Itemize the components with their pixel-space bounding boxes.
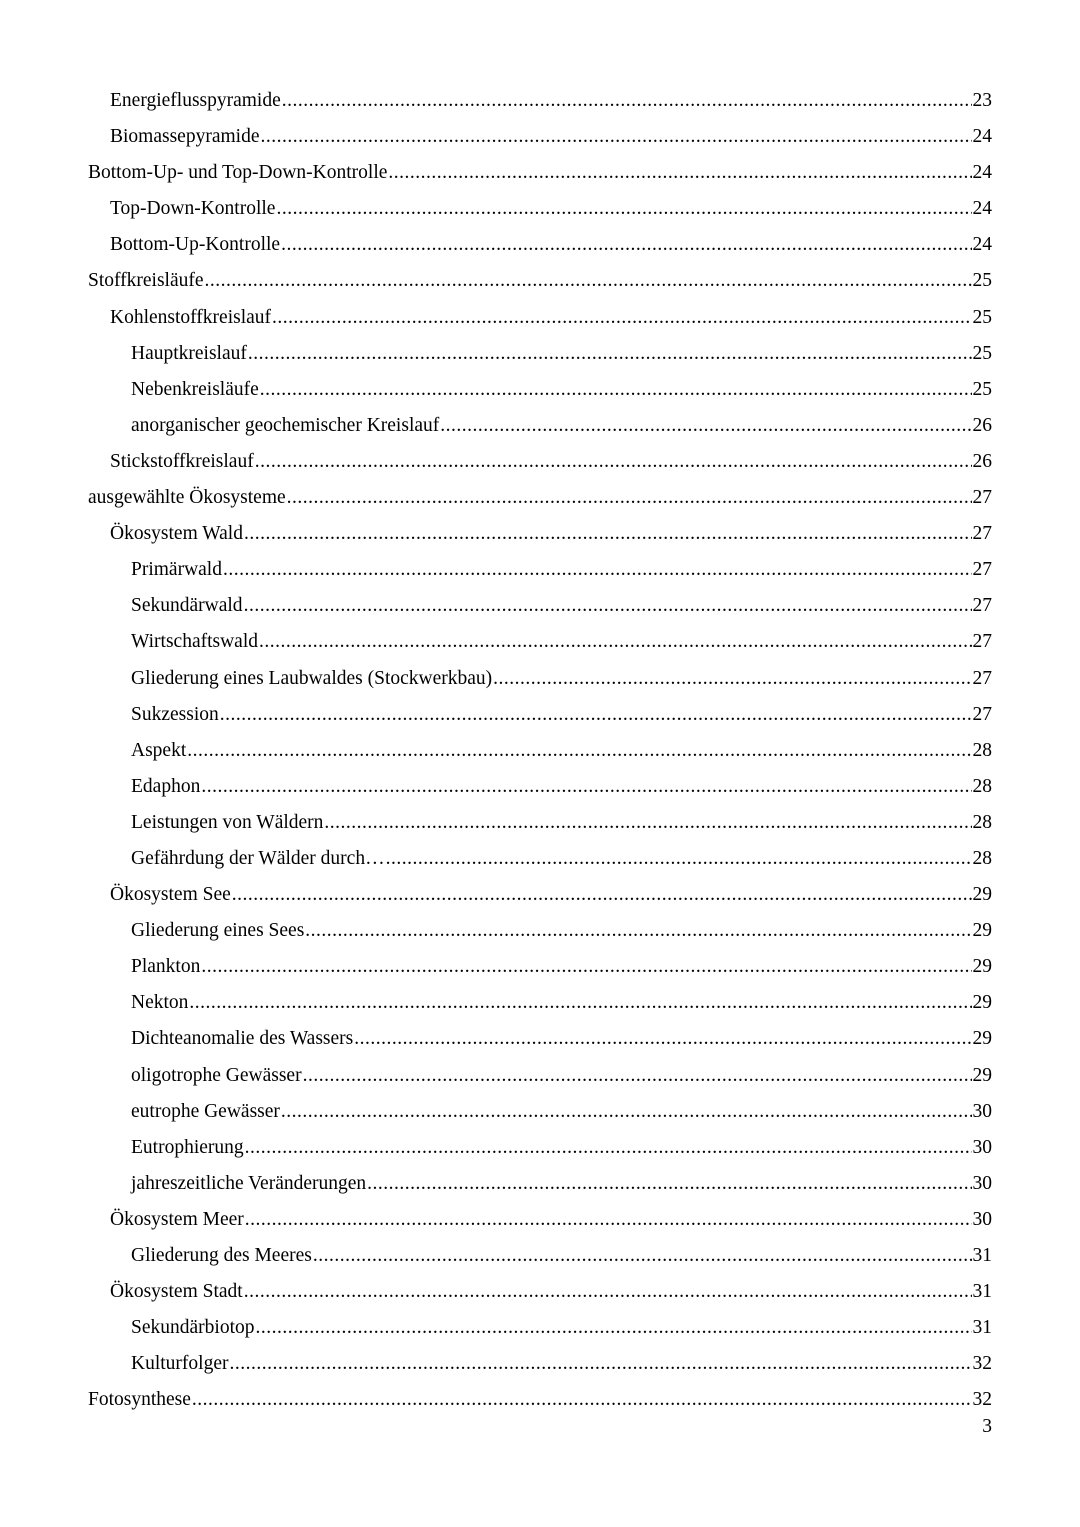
toc-entry-page: 27	[972, 631, 992, 653]
toc-entry-page: 26	[972, 414, 992, 436]
toc-entry-page: 27	[972, 487, 992, 509]
toc-entry-title: Gliederung eines Sees	[131, 920, 305, 942]
toc-entry-title: Ökosystem See	[110, 884, 231, 906]
toc-entry[interactable]	[88, 83, 992, 119]
toc-dot-leader	[223, 552, 972, 588]
toc-entry-page: 25	[972, 270, 992, 292]
toc-entry-page: 27	[972, 703, 992, 725]
toc-entry-page: 30	[972, 1208, 992, 1230]
toc-entry-page: 28	[972, 847, 992, 869]
toc-entry-page: 29	[972, 1064, 992, 1086]
toc-entry-title: Eutrophierung	[131, 1136, 244, 1158]
toc-entry-title: Dichteanomalie des Wassers	[131, 1028, 354, 1050]
toc-entry[interactable]	[88, 1202, 992, 1238]
toc-entry-page: 29	[972, 1028, 992, 1050]
toc-entry-page: 24	[972, 198, 992, 220]
toc-dot-leader	[260, 119, 971, 155]
toc-entry[interactable]	[88, 155, 992, 191]
toc-entry-title: Bottom-Up-Kontrolle	[110, 234, 281, 256]
toc-entry-page: 29	[972, 884, 992, 906]
toc-dot-leader	[248, 336, 972, 372]
toc-entry-title: Kohlenstoffkreislauf	[110, 306, 272, 328]
toc-entry[interactable]	[88, 372, 992, 408]
toc-entry[interactable]	[88, 227, 992, 263]
toc-entry-page: 28	[972, 775, 992, 797]
toc-entry[interactable]	[88, 877, 992, 913]
toc-entry[interactable]	[88, 1238, 992, 1274]
toc-dot-leader	[281, 1094, 972, 1130]
toc-dot-leader	[440, 408, 971, 444]
toc-dot-leader	[313, 1238, 972, 1274]
toc-dot-leader	[192, 1382, 972, 1418]
toc-dot-leader	[354, 1021, 971, 1057]
toc-dot-leader	[259, 624, 971, 660]
toc-entry-title: Sekundärbiotop	[131, 1317, 255, 1339]
toc-entry-title: Ökosystem Wald	[110, 523, 243, 545]
toc-dot-leader	[260, 372, 972, 408]
toc-dot-leader	[245, 1130, 972, 1166]
page-number: 3	[982, 1416, 992, 1437]
toc-entry[interactable]	[88, 408, 992, 444]
toc-entry-title: Biomassepyramide	[110, 126, 260, 148]
toc-entry[interactable]	[88, 769, 992, 805]
toc-entry-page: 25	[972, 306, 992, 328]
toc-entry-title: Fotosynthese	[88, 1389, 191, 1411]
toc-dot-leader	[388, 155, 971, 191]
toc-entry-page: 31	[972, 1245, 992, 1266]
toc-dot-leader	[493, 661, 971, 697]
toc-dot-leader	[287, 480, 972, 516]
toc-entry[interactable]	[88, 661, 992, 697]
toc-entry-title: oligotrophe Gewässer	[131, 1064, 302, 1086]
toc-entry[interactable]	[88, 1021, 992, 1057]
toc-entry[interactable]	[88, 516, 992, 552]
toc-entry[interactable]	[88, 300, 992, 336]
toc-entry-title: eutrophe Gewässer	[131, 1100, 280, 1122]
toc-entry-page: 30	[972, 1136, 992, 1158]
toc-entry-title: Aspekt	[131, 739, 187, 761]
toc-entry-page: 30	[972, 1100, 992, 1122]
toc-entry[interactable]	[88, 1310, 992, 1346]
toc-entry-page: 23	[972, 90, 992, 111]
toc-entry-page: 32	[972, 1389, 992, 1411]
toc-entry-title: Sekundärwald	[131, 595, 243, 617]
toc-entry-page: 24	[972, 234, 992, 256]
toc-dot-leader	[272, 300, 971, 336]
toc-dot-leader	[220, 697, 972, 733]
toc-dot-leader	[201, 769, 971, 805]
toc-entry-title: anorganischer geochemischer Kreislauf	[131, 414, 440, 436]
toc-entry[interactable]	[88, 805, 992, 841]
toc-entry[interactable]	[88, 336, 992, 372]
toc-entry-title: Ökosystem Meer	[110, 1208, 244, 1230]
toc-entry-page: 31	[972, 1317, 992, 1339]
toc-entry-page: 25	[972, 342, 992, 364]
toc-entry[interactable]	[88, 913, 992, 949]
toc-entry-title: Edaphon	[131, 775, 201, 797]
toc-entry-title: Top-Down-Kontrolle	[110, 198, 276, 220]
toc-entry-title: jahreszeitliche Veränderungen	[131, 1172, 367, 1194]
toc-dot-leader	[205, 263, 972, 299]
toc-entry-title: Energieflusspyramide	[110, 90, 281, 111]
toc-entry[interactable]	[88, 263, 992, 299]
toc-entry[interactable]	[88, 841, 992, 877]
toc-entry[interactable]	[88, 588, 992, 624]
toc-entry-page: 30	[972, 1172, 992, 1194]
toc-entry-page: 27	[972, 667, 992, 689]
toc-entry-title: Bottom-Up- und Top-Down-Kontrolle	[88, 162, 388, 184]
toc-dot-leader	[324, 805, 971, 841]
toc-entry[interactable]	[88, 1094, 992, 1130]
toc-entry[interactable]	[88, 119, 992, 155]
toc-entry-title: Stoffkreisläufe	[88, 270, 204, 292]
toc-entry-page: 28	[972, 739, 992, 761]
toc-entry[interactable]	[88, 697, 992, 733]
toc-entry[interactable]	[88, 552, 992, 588]
toc-entry-page: 27	[972, 595, 992, 617]
toc-dot-leader	[367, 1166, 971, 1202]
toc-entry-title: ausgewählte Ökosysteme	[88, 487, 286, 509]
toc-entry[interactable]	[88, 1058, 992, 1094]
toc-entry-title: Leistungen von Wäldern	[131, 811, 324, 833]
toc-entry-title: Kulturfolger	[131, 1353, 229, 1375]
toc-dot-leader	[232, 877, 972, 913]
toc-entry-title: Plankton	[131, 956, 201, 978]
toc-dot-leader	[255, 444, 972, 480]
toc-entry[interactable]	[88, 624, 992, 660]
toc-entry-page: 27	[972, 559, 992, 581]
toc-entry[interactable]	[88, 733, 992, 769]
toc-entry-title: Hauptkreislauf	[131, 342, 247, 364]
toc-dot-leader	[303, 1058, 972, 1094]
toc-dot-leader	[281, 227, 971, 263]
toc-entry-page: 29	[972, 956, 992, 978]
table-of-contents	[88, 83, 992, 1418]
toc-dot-leader	[305, 913, 971, 949]
toc-entry-title: Wirtschaftswald	[131, 631, 259, 653]
toc-entry-page: 27	[972, 523, 992, 545]
toc-entry[interactable]	[88, 480, 992, 516]
toc-entry-title: Ökosystem Stadt	[110, 1281, 243, 1303]
toc-dot-leader	[187, 733, 971, 769]
toc-entry-page: 26	[972, 450, 992, 472]
toc-entry[interactable]	[88, 949, 992, 985]
toc-dot-leader	[386, 841, 972, 877]
toc-dot-leader	[244, 516, 972, 552]
toc-dot-leader	[201, 949, 971, 985]
toc-entry-title: Gefährdung der Wälder durch…	[131, 847, 385, 869]
toc-entry-page: 31	[972, 1281, 992, 1303]
toc-entry-page: 32	[972, 1353, 992, 1375]
toc-dot-leader	[276, 191, 971, 227]
toc-entry[interactable]	[88, 1274, 992, 1310]
toc-entry-page: 24	[972, 162, 992, 184]
toc-entry-title: Nebenkreisläufe	[131, 378, 259, 400]
toc-dot-leader	[245, 1202, 972, 1238]
toc-entry-title: Gliederung des Meeres	[131, 1245, 312, 1266]
toc-dot-leader	[255, 1310, 971, 1346]
toc-entry-page: 28	[972, 811, 992, 833]
toc-entry-page: 24	[972, 126, 992, 148]
toc-entry[interactable]	[88, 1166, 992, 1202]
toc-entry-page: 25	[972, 378, 992, 400]
toc-dot-leader	[244, 1274, 972, 1310]
toc-dot-leader	[282, 83, 972, 119]
toc-entry-title: Gliederung eines Laubwaldes (Stockwerkbau)	[131, 667, 493, 689]
toc-entry[interactable]	[88, 444, 992, 480]
toc-dot-leader	[229, 1346, 971, 1382]
toc-entry-title: Nekton	[131, 992, 189, 1014]
toc-entry[interactable]	[88, 1382, 992, 1418]
toc-entry-title: Stickstoffkreislauf	[110, 450, 254, 472]
toc-entry[interactable]	[88, 985, 992, 1021]
toc-entry-page: 29	[972, 920, 992, 942]
toc-entry[interactable]	[88, 1346, 992, 1382]
toc-entry-title: Primärwald	[131, 559, 222, 581]
toc-entry[interactable]	[88, 1130, 992, 1166]
toc-dot-leader	[189, 985, 971, 1021]
toc-entry-title: Sukzession	[131, 703, 219, 725]
toc-entry[interactable]	[88, 191, 992, 227]
toc-entry-page: 29	[972, 992, 992, 1014]
toc-dot-leader	[244, 588, 972, 624]
